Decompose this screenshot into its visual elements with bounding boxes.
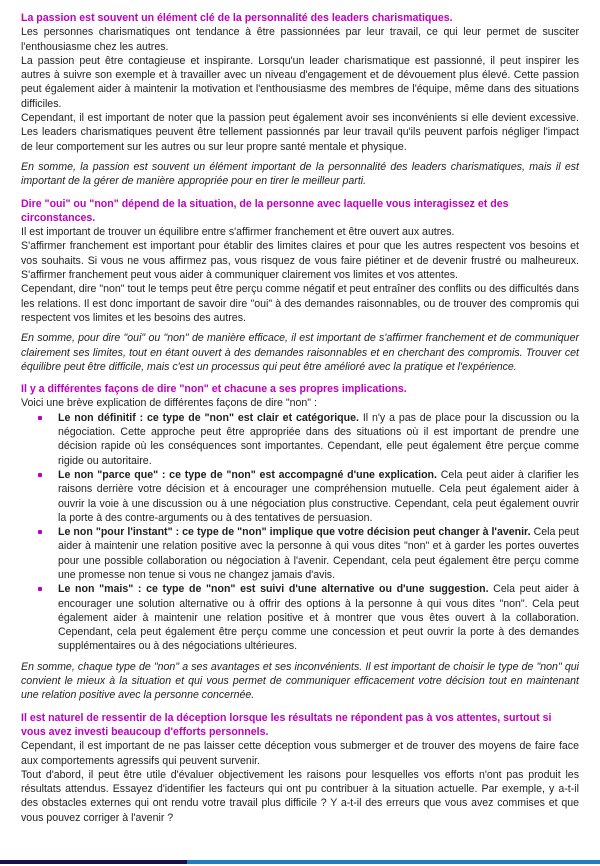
list-intro: Voici une brève explication de différentes façons de dire "non" : [21, 397, 317, 410]
paragraph: Il est important de trouver un équilibre entre s'affirmer franchement et être ouvert aux autres. [21, 226, 455, 239]
list-item-lead: Le non "parce que" : ce type de "non" est accompagné d'une explication. [58, 468, 437, 481]
section-deception-resultats [21, 711, 579, 825]
non-types-list [21, 411, 579, 654]
paragraph: Tout d'abord, il peut être utile d'évaluer objectivement les raisons pour lesquelles vos efforts n'ont pas produit les résultats attendus. Essayez d'identifier les facteurs qui ont pu contribuer à la situation actuelle. Par exemple, y a-t-il des obstacles externes qui ont rendu votre travail plus difficile ? Y a-t-il des erreurs que vous avez commises et que vous pouvez corriger à l'avenir ? [21, 768, 579, 824]
list-item-lead: Le non "pour l'instant" : ce type de "non" implique que votre décision peut changer à l'avenir. [58, 526, 531, 539]
list-item-text: Cela peut aider à clarifier les raisons derrière votre décision et à encourager une compréhension mutuelle. Cela peut également aider à ouvrir la voie à une discussion ou à une négociation plus constructive. Cependant, cela peut également ouvrir la porte à des contre-arguments ou à des tentatives de persuasion. [58, 468, 579, 524]
summary-paragraph: En somme, pour dire "oui" ou "non" de manière efficace, il est important de s'affirmer franchement et de communiquer clairement ses limites, tout en étant ouvert à des demandes raisonnables et en cherchant des compromis. Trouver cet équilibre peut être difficile, mais c'est un processus qui peut être amélioré avec la pratique et l'expérience. [21, 332, 579, 373]
bullet-icon [38, 416, 42, 420]
section-heading: La passion est souvent un élément clé de la personnalité des leaders charismatiques. [21, 12, 453, 24]
list-item-text: Il n'y a pas de place pour la discussion ou la négociation. Cette approche peut être appropriée dans des situations où il est important de prendre une décision rapide où les conséquences sont importantes. Cependant, elle peut également être perçue comme rigide ou autoritaire. [58, 411, 579, 467]
paragraph: Cependant, dire "non" tout le temps peut être perçu comme négatif et peut entraîner des conflits ou des difficultés dans les relations. Il est donc important de savoir dire "oui" à des demandes raisonnables, ou de trouver des compromis qui respectent vos limites et les besoins des autres. [21, 283, 579, 324]
list-item-text: Cela peut aider à maintenir une relation positive avec la personne à qui vous dites "non" et à garder les portes ouvertes pour une possible collaboration ou négociation à l'avenir. Cependant, cela peut également être perçu comme une promesse non tenue si vous ne changez jamais d'avis. [58, 526, 579, 581]
paragraph: Cependant, il est important de ne pas laisser cette déception vous submerger et de trouver des moyens de faire face aux comportements agressifs qui peuvent survenir. [21, 740, 579, 767]
section-heading: Dire "oui" ou "non" dépend de la situation, de la personne avec laquelle vous interagissez et des circonstances. [21, 197, 509, 224]
list-item-lead: Le non définitif : ce type de "non" est clair et catégorique. [58, 411, 359, 424]
list-item-lead: Le non "mais" : ce type de "non" est suivi d'une alternative ou d'une suggestion. [58, 583, 489, 596]
section-heading: Il est naturel de ressentir de la déception lorsque les résultats ne répondent pas à vos attentes, surtout si vous avez investi beaucoup d'efforts personnels. [21, 711, 552, 738]
bullet-icon [38, 530, 42, 534]
list-item [21, 468, 579, 525]
section-dire-oui-non [21, 197, 579, 375]
list-item [21, 525, 579, 582]
bottom-progress-bar [0, 860, 600, 864]
bullet-icon [38, 473, 42, 477]
summary-paragraph: En somme, la passion est souvent un élément important de la personnalité des leaders charismatiques, mais il est important de la gérer de manière appropriée pour en tirer le meilleur parti. [21, 160, 579, 188]
list-item [21, 411, 579, 468]
summary-paragraph: En somme, chaque type de "non" a ses avantages et ses inconvénients. Il est important de choisir le type de "non" qui convient le mieux à la situation et qui vous permet de communiquer efficacement votre décision tout en maintenant une relation positive avec la personne concernée. [21, 660, 579, 702]
section-heading: Il y a différentes façons de dire "non" et chacune a ses propres implications. [21, 383, 407, 396]
paragraph: Cependant, il est important de noter que la passion peut également avoir ses inconvénients si elle devient excessive. Les leaders charismatiques peuvent être tellement passionnés par leur travail qu'ils peuvent parfois négliger l'impact de leur comportement sur les autres ou sur leur propre santé mentale et physique. [21, 112, 579, 153]
bullet-icon [38, 587, 42, 591]
paragraph: Les personnes charismatiques ont tendance à être passionnées par leur travail, ce qui leur permet de susciter l'enthousiasme chez les autres. [21, 26, 579, 53]
paragraph: La passion peut être contagieuse et inspirante. Lorsqu'un leader charismatique est passionné, il peut inspirer les autres à suivre son exemple et à travailler avec un niveau d'engagement et de dévouement plus élevé. Cette passion peut également aider à maintenir la motivation et l'enthousiasme des membres de l'équipe, même dans des situations difficiles. [21, 54, 579, 110]
section-facons-de-dire-non [21, 382, 579, 703]
bottom-progress-bar-dark-segment [0, 860, 187, 864]
list-item [21, 582, 579, 653]
paragraph: S'affirmer franchement est important pour établir des limites claires et pour que les autres respectent vos besoins et vos souhaits. Si vous ne vous affirmez pas, vous risquez de vous faire piétiner et de devenir frustré ou malheureux. S'affirmer franchement peut vous aider à communiquer clairement vos limites et vos attentes. [21, 240, 579, 282]
section-passion-leaders [21, 11, 579, 189]
list-item-text: Cela peut aider à encourager une solution alternative ou à offrir des options à la personne à qui vous dites "non". Cela peut également aider à maintenir une relation positive et à montrer que vous êtes ouvert à la collaboration. Cependant, cela peut également être perçu comme une concession et peut ouvrir la porte à des demandes supplémentaires ou à des négociations ultérieures. [58, 583, 579, 653]
